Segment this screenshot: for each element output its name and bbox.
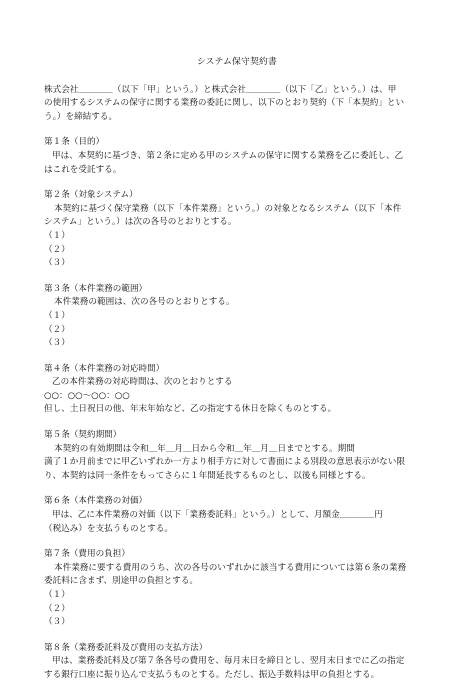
section-line: （税込み）を支払うものとする。: [44, 523, 173, 534]
section-heading: 第３条（本件業務の範囲）: [44, 283, 148, 294]
section-heading: 第８条（業務委託料及び費用の支払方法）: [44, 642, 208, 653]
section-8: [44, 642, 430, 683]
section-heading: 第４条（本件業務の対応時間）: [44, 363, 165, 374]
intro-line: う。）を締結する。: [44, 111, 118, 122]
section-4: [44, 363, 430, 417]
section-line: 但し、土日祝日の他、年末年始など、乙の指定する休日を除くものとする。: [44, 404, 337, 415]
section-line: 本契約に基づく保守業務（以下「本件業務」という。）の対象となるシステム（以下「本件: [54, 203, 402, 214]
section-line: 本契約の有効期間は令和＿年＿月＿日から令和＿年＿月＿日までとする。期間: [54, 443, 355, 454]
list-item: （２）: [44, 244, 70, 255]
section-line: ○○：○○〜○○：○○: [44, 390, 130, 401]
section-line: 委託料に含まず、別途甲の負担とする。: [44, 576, 199, 587]
section-line: 甲は、本契約に基づき、第２条に定める甲のシステムの保守に関する業務を乙に委託し、乙: [52, 150, 404, 161]
section-7: [44, 548, 430, 630]
section-line: 乙の本件業務の対応時間は、次のとおりとする: [52, 377, 233, 388]
document-title: システム保守契約書: [196, 57, 278, 67]
list-item: （３）: [44, 258, 70, 269]
section-3: [44, 283, 430, 351]
intro-line: 株式会社＿＿＿＿（以下「甲」という。）と株式会社＿＿＿＿（以下「乙」という。）は、甲: [44, 84, 397, 95]
section-heading: 第５条（契約期間）: [44, 430, 122, 441]
section-heading: 第６条（本件業務の対価）: [44, 496, 148, 507]
section-line: 本件業務に要する費用のうち、次の各号のいずれかに該当する費用については第６条の業務: [54, 562, 407, 573]
intro-paragraph: [44, 84, 430, 125]
section-5: [44, 429, 430, 483]
list-item: （３）: [44, 617, 70, 628]
section-heading: 第７条（費用の負担）: [44, 549, 130, 560]
section-2: [44, 189, 430, 271]
section-line: 満了１か月前までに甲乙いずれか一方より相手方に対して書面による別段の意思表示がない限: [44, 457, 405, 468]
section-heading: 第２条（対象システム）: [44, 190, 138, 201]
section-line: システム」という。）は次の各号のとおりとする。: [44, 217, 237, 228]
list-item: （２）: [44, 603, 70, 614]
section-line: り、本契約は同一条件をもってさらに１年間延長するものとし、以後も同様とする。: [44, 470, 371, 481]
list-item: （１）: [44, 230, 70, 241]
list-item: （３）: [44, 338, 70, 349]
section-line: 本件業務の範囲は、次の各号のとおりとする。: [54, 297, 235, 308]
section-line: はこれを受託する。: [44, 164, 122, 175]
list-item: （１）: [44, 310, 70, 321]
section-6: [44, 495, 430, 536]
section-line: する銀行口座に振り込んで支払うものとする。ただし、振込手数料は甲の負担とする。: [44, 669, 380, 680]
intro-line: の使用するシステムの保守に関する業務の委託に関し、以下のとおり契約（下「本契約」とい: [44, 98, 405, 109]
list-item: （１）: [44, 590, 70, 600]
section-line: 甲は、乙に本件業務の対価（以下「業務委託料」という。）として、月額金＿＿＿＿円: [52, 510, 383, 521]
section-1: [44, 136, 430, 177]
section-heading: 第１条（目的）: [44, 137, 105, 148]
list-item: （２）: [44, 324, 70, 335]
section-line: 甲は、業務委託料及び第７条各号の費用を、毎月末日を締日とし、翌月末日までに乙の指定: [52, 656, 405, 667]
